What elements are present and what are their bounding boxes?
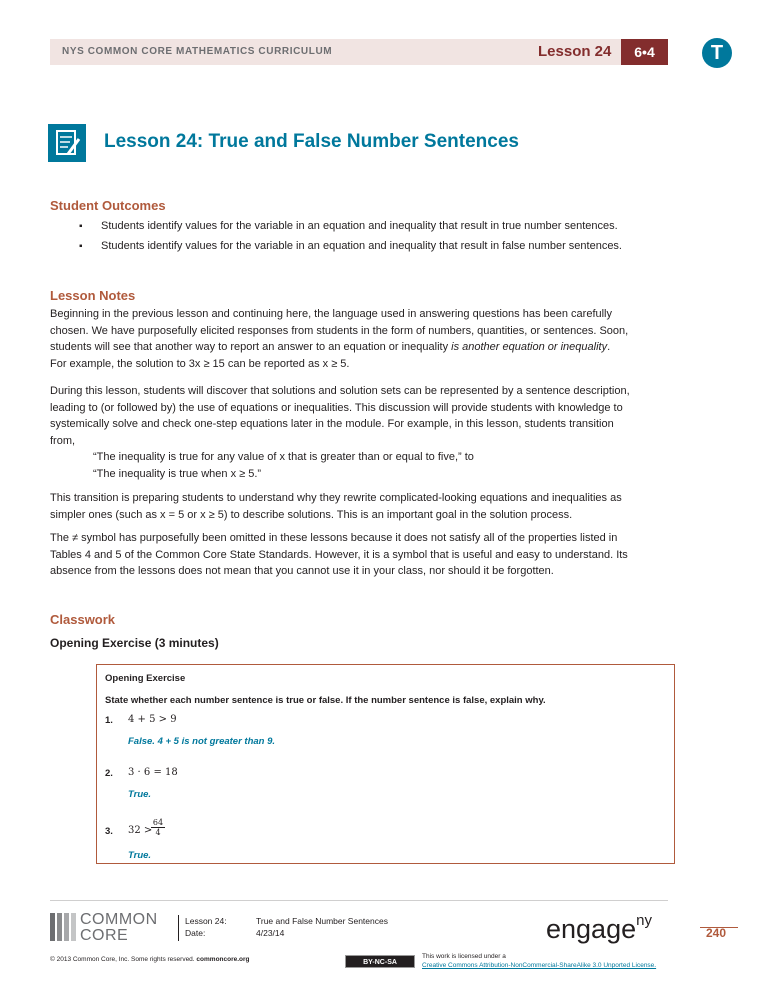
- bullet-icon: ▪: [79, 221, 83, 232]
- license-link[interactable]: Creative Commons Attribution-NonCommercial-ShareAlike 3.0 Unported License.: [422, 962, 657, 969]
- notes-paragraph-2: During this lesson, students will discover that solutions and solution sets can be represented by a sentence description, leading to (or followed by) the use of equations or inequalities. This discussion will provide students with knowledge to systemically solve and check one-step equations later in the module. For example, in this lesson, students transition from,: [50, 385, 630, 447]
- page-number: 240: [706, 926, 727, 940]
- footer-date-value: 4/23/14: [256, 928, 285, 938]
- header-lesson: Lesson 24: [538, 43, 612, 60]
- notes-paragraph-3: This transition is preparing students to understand why they rewrite complicated-looking equations and inequalities as simpler ones (such as x = 5 or x ≥ 5) to describe solutions. This is an important goal in the solution process.: [50, 492, 622, 521]
- page-title: Lesson 24: True and False Number Sentences: [104, 131, 519, 152]
- license-text: This work is licensed under a: [422, 953, 506, 960]
- fraction-numerator: 64: [152, 818, 164, 827]
- opening-exercise-subheading: Opening Exercise (3 minutes): [50, 636, 219, 650]
- outcome-item: Students identify values for the variable in an equation and inequality that result in true number sentences.: [101, 220, 618, 232]
- teacher-badge: T: [702, 38, 732, 68]
- copyright: © 2013 Common Core, Inc. Some rights reserved. commoncore.org: [50, 956, 250, 963]
- item-answer: True.: [128, 789, 152, 800]
- grade-module-badge: 6•4: [621, 39, 668, 65]
- item-number: 1.: [105, 715, 113, 726]
- item-expression: 4 + 5 > 9: [128, 714, 177, 725]
- notes-paragraph-4: The ≠ symbol has purposefully been omitted in these lessons because it does not satisfy all of the properties listed in Tables 4 and 5 of the Common Core State Standards. However, it is a symbol that is useful and easy to understand. Its absence from the lessons does not mean that you cannot use it in your class, nor should it be forgotten.: [50, 532, 628, 577]
- classwork-heading: Classwork: [50, 612, 116, 627]
- item-number: 3.: [105, 826, 113, 837]
- item-number: 2.: [105, 768, 113, 779]
- item-answer: True.: [128, 850, 152, 861]
- notes-quote: “The inequality is true for any value of x that is greater than or equal to five,” to “The inequality is true when x ≥ 5.”: [93, 451, 474, 480]
- item-expression: 3 · 6 = 18: [128, 767, 178, 778]
- notes-heading: Lesson Notes: [50, 288, 136, 303]
- common-core-logo-text: COMMON CORE: [80, 911, 158, 944]
- cc-license-badge: BY-NC-SA: [345, 955, 415, 968]
- common-core-logo-icon: [50, 913, 76, 946]
- outcome-item: Students identify values for the variable in an equation and inequality that result in false number sentences.: [101, 240, 622, 252]
- engageny-logo: engage$^{ny}$: [546, 912, 652, 944]
- footer-lesson-label: Lesson 24:: [185, 916, 227, 926]
- fraction: [151, 818, 165, 837]
- fraction-denominator: 4: [155, 828, 161, 837]
- curriculum-label: NYS COMMON CORE MATHEMATICS CURRICULUM: [62, 46, 333, 57]
- footer-date-label: Date:: [185, 928, 206, 938]
- opening-exercise-box: [96, 664, 675, 864]
- outcomes-heading: Student Outcomes: [50, 198, 166, 213]
- exercise-title: Opening Exercise: [105, 673, 186, 684]
- footer-separator: [178, 915, 179, 941]
- footer-divider: [50, 900, 668, 901]
- lesson-notepad-icon: [48, 124, 86, 162]
- item-expression: 32 >: [128, 825, 153, 836]
- bullet-icon: ▪: [79, 241, 83, 252]
- exercise-instructions: State whether each number sentence is true or false. If the number sentence is false, explain why.: [105, 695, 546, 706]
- item-answer: False. 4 + 5 is not greater than 9.: [128, 736, 276, 747]
- notes-paragraph-1: Beginning in the previous lesson and continuing here, the language used in answering questions has been carefully chosen. We have purposefully elicited responses from students in the form of numbers, quantities, or sentences. Soon, students will see that another way to report an answer to an equation or inequality is another equation or inequality. For example, the solution to 3x ≥ 15 can be reported as x ≥ 5.: [50, 308, 629, 370]
- footer-lesson-value: True and False Number Sentences: [256, 916, 388, 926]
